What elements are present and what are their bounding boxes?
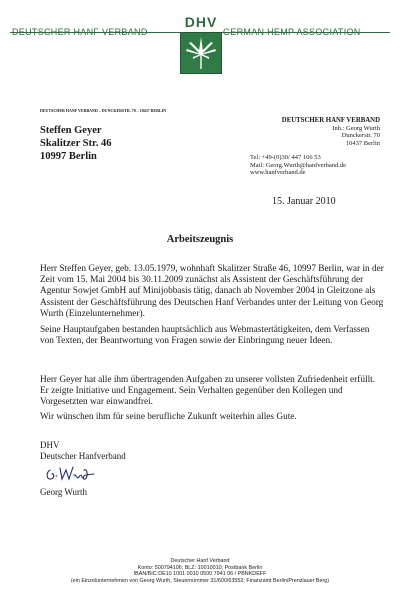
logo-text: DHV <box>184 14 218 30</box>
recipient-name: Steffen Geyer <box>40 125 102 136</box>
recipient-address <box>40 124 111 163</box>
org-name: DEUTSCHER HANF VERBAND <box>281 117 380 124</box>
sender-address-line: DEUTSCHER HANF VERBAND – DUNCKERSTR. 70 – 10437 BERLIN <box>40 108 167 113</box>
closing-org-short: DHV <box>40 440 60 450</box>
org-phone: Tel: +49-(0)30/ 447 166 53 <box>250 154 321 161</box>
footer-legal-note: (ein Einzelunternehmen von Georg Wurth, Steuernummer 31/600/63552; Finanzamt Berlin/Prenzlauer Berg) <box>70 577 330 584</box>
org-address-block <box>260 117 380 147</box>
document-title: Arbeitszeugnis <box>166 234 234 245</box>
org-city: 10437 Berlin <box>345 139 380 147</box>
footer-bank-details <box>0 558 400 584</box>
header-org-name: DEUTSCHER HANF VERBAND <box>12 27 148 37</box>
body-paragraph-3: Herr Geyer hat alle ihm übertragenden Aufgaben zu unserer vollsten Zufriedenheit erfüllt. Er zeigte Initiative und Engagement. Sein Verhalten gegenüber den Kollegen und Vorgesetzten war einwandfrei. <box>40 375 376 408</box>
hemp-leaf-logo-icon <box>180 32 222 74</box>
org-email: Mail: Georg.Wurth@hanfverband.de <box>250 161 347 169</box>
body-paragraph-4: Wir wünschen ihm für seine berufliche Zukunft weiterhin alles Gute. <box>40 412 297 422</box>
footer-iban: IBAN/BIC:DE10 1001 0010 0500 7941 06 / PBNKDEFF <box>133 571 267 578</box>
letter-date: 15. Januar 2010 <box>272 196 336 207</box>
recipient-city: 10997 Berlin <box>40 151 97 162</box>
body-paragraph-1: Herr Steffen Geyer, geb. 13.05.1979, wohnhaft Skalitzer Straße 46, 10997 Berlin, war in der Zeit vom 15. Mai 2004 bis 30.11.2009 zunächst als Assistent der Geschäftsführung der Agentur Sowjet GmbH auf Minijobbasis tätig, danach ab November 2004 in Gleitzone als Assistent der Geschäftsführung des Deutschen Hanf Verbandes unter der Leitung von Georg Wurth (Einzelunternehmer). <box>40 264 384 319</box>
org-street: Dunckerstr. 70 <box>341 132 380 140</box>
org-website: www.hanfverband.de <box>250 169 306 177</box>
signer-name: Georg Wurth <box>40 487 88 497</box>
closing-org-full: Deutscher Hanfverband <box>40 451 126 461</box>
footer-org-name: Deutscher Hanf Verband <box>170 558 230 564</box>
header-org-name-english: GERMAN HEMP ASSOCIATION <box>223 27 361 37</box>
handwritten-signature <box>44 462 104 484</box>
closing-block <box>40 440 126 462</box>
org-contact-block <box>250 154 380 177</box>
recipient-street: Skalitzer Str. 46 <box>40 138 112 149</box>
body-paragraph-2: Seine Hauptaufgaben bestanden hauptsächlich aus Webmastertätigkeiten, dem Verfassen von Texten, der Beantwortung von Fragen sowie der Einbringung neuer Ideen. <box>40 325 370 347</box>
footer-account: Konto: 500794106; BLZ: 10010010; Postbank Berlin <box>137 564 263 571</box>
org-contact-person: Inh.: Georg Wurth <box>332 124 380 132</box>
